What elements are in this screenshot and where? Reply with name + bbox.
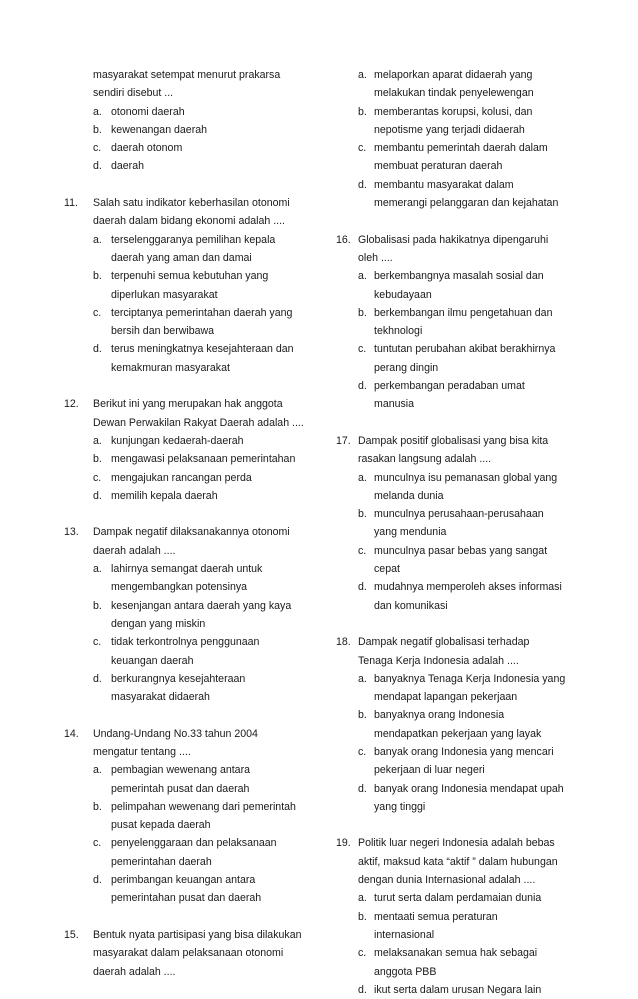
- spacer: [336, 615, 576, 633]
- option-line: [64, 450, 314, 468]
- option-text: anggota PBB: [374, 965, 437, 978]
- option-text: internasional: [374, 928, 435, 941]
- spacer: [336, 816, 576, 834]
- option-label: d.: [358, 380, 367, 393]
- option-continuation: [64, 853, 314, 871]
- option-continuation: [336, 523, 576, 541]
- option-text: memberantas korupsi, kolusi, dan: [374, 105, 533, 118]
- option-label: b.: [93, 123, 102, 136]
- option-text: munculnya isu pemanasan global yang: [374, 471, 558, 484]
- option-text: mentaati semua peraturan: [374, 910, 498, 923]
- question-number: 13.: [64, 526, 79, 539]
- option-text: bersih dan berwibawa: [111, 325, 215, 338]
- question-text: Dampak negatif globalisasi terhadap: [358, 636, 530, 649]
- question-text-line: [336, 652, 576, 670]
- question-text: Dampak negatif dilaksanakannya otonomi: [93, 526, 290, 539]
- option-text: daerah yang aman dan damai: [111, 251, 252, 264]
- option-continuation: [336, 322, 576, 340]
- option-label: b.: [358, 508, 367, 521]
- option-text: kewenangan daerah: [111, 123, 208, 136]
- option-line: [336, 981, 576, 999]
- question-text: Undang-Undang No.33 tahun 2004: [93, 727, 258, 740]
- question-line: [336, 633, 576, 651]
- option-line: [336, 908, 576, 926]
- option-continuation: [336, 963, 576, 981]
- option-continuation: [336, 395, 576, 413]
- option-text: melakukan tindak penyelewengan: [374, 87, 534, 100]
- option-label: a.: [93, 105, 102, 118]
- option-continuation: [336, 84, 576, 102]
- option-text: masyarakat didaerah: [111, 691, 210, 704]
- option-line: [64, 121, 314, 139]
- option-line: [64, 469, 314, 487]
- option-label: d.: [358, 178, 367, 191]
- option-label: c.: [93, 306, 102, 319]
- option-text: cepat: [374, 563, 400, 576]
- option-text: lahirnya semangat daerah untuk: [111, 563, 263, 576]
- option-label: d.: [93, 489, 102, 502]
- option-text: penyelenggaraan dan pelaksanaan: [111, 837, 277, 850]
- option-text: terciptanya pemerintahan daerah yang: [111, 306, 293, 319]
- option-line: [336, 377, 576, 395]
- question-number: 11.: [64, 197, 78, 210]
- option-label: d.: [93, 343, 102, 356]
- question-number: 18.: [336, 636, 351, 649]
- option-continuation: [336, 597, 576, 615]
- option-line: [64, 103, 314, 121]
- question-text: Tenaga Kerja Indonesia adalah ....: [358, 654, 519, 667]
- question-line: [336, 432, 576, 450]
- question-text: masyarakat setempat menurut prakarsa: [93, 69, 281, 81]
- question-text: masyarakat dalam pelaksanaan otonomi: [93, 947, 284, 960]
- option-text: munculnya pasar bebas yang sangat: [374, 544, 548, 557]
- option-text: perimbangan keuangan antara: [111, 874, 256, 887]
- option-continuation: [336, 798, 576, 816]
- option-continuation: [336, 157, 576, 175]
- question-text: Salah satu indikator keberhasilan otonomi: [93, 197, 290, 210]
- option-line: [64, 633, 314, 651]
- option-label: a.: [93, 434, 102, 447]
- option-text: tidak terkontrolnya penggunaan: [111, 636, 260, 649]
- question-text-line: [64, 743, 314, 761]
- left-column: [64, 66, 314, 981]
- option-text: melaporkan aparat didaerah yang: [374, 69, 533, 81]
- option-label: c.: [93, 471, 102, 484]
- question-text-line: [64, 542, 314, 560]
- option-label: b.: [93, 599, 102, 612]
- option-line: [64, 834, 314, 852]
- option-text: tekhnologi: [374, 325, 423, 338]
- option-label: c.: [93, 837, 102, 850]
- spacer: [64, 908, 314, 926]
- option-line: [336, 340, 576, 358]
- question-number: 12.: [64, 398, 79, 411]
- question-text-line: [64, 212, 314, 230]
- option-continuation: [336, 761, 576, 779]
- question-text: oleh ....: [358, 251, 393, 264]
- option-label: a.: [93, 233, 102, 246]
- option-text: munculnya perusahaan-perusahaan: [374, 508, 544, 521]
- option-text: memilih kepala daerah: [111, 489, 218, 502]
- option-text: terus meningkatnya kesejahteraan dan: [111, 343, 294, 356]
- option-line: [336, 139, 576, 157]
- option-line: [336, 469, 576, 487]
- option-continuation: [64, 578, 314, 596]
- option-line: [336, 889, 576, 907]
- option-text: yang tinggi: [374, 800, 426, 813]
- right-column: [336, 66, 576, 999]
- question-text: aktif, maksud kata “aktif ” dalam hubungan: [358, 855, 558, 868]
- question-text-line: [64, 963, 314, 981]
- question-text-line: [64, 414, 314, 432]
- option-label: c.: [358, 544, 367, 557]
- option-line: [64, 432, 314, 450]
- option-label: b.: [93, 453, 102, 466]
- question-text: Berikut ini yang merupakan hak anggota: [93, 398, 283, 411]
- question-text: Dampak positif globalisasi yang bisa kita: [358, 434, 549, 447]
- option-line: [64, 487, 314, 505]
- option-text: banyak orang Indonesia mendapat upah: [374, 782, 564, 795]
- option-text: otonomi daerah: [111, 105, 185, 118]
- question-text: rasakan langsung adalah ....: [358, 453, 492, 466]
- option-text: mendapatkan pekerjaan yang layak: [374, 727, 542, 740]
- option-continuation: [64, 322, 314, 340]
- option-label: c.: [93, 636, 102, 649]
- question-number: 17.: [336, 434, 351, 447]
- option-text: melaksanakan semua hak sebagai: [374, 947, 538, 960]
- option-continuation: [336, 121, 576, 139]
- option-line: [336, 542, 576, 560]
- option-text: keuangan daerah: [111, 654, 194, 667]
- option-label: c.: [358, 947, 367, 960]
- option-continuation: [336, 688, 576, 706]
- question-text: Politik luar negeri Indonesia adalah bebas: [358, 837, 555, 850]
- option-line: [336, 578, 576, 596]
- option-label: b.: [93, 270, 102, 283]
- question-text-line: [64, 66, 314, 84]
- option-text: tuntutan perubahan akibat berakhirnya: [374, 343, 556, 356]
- option-text: kesenjangan antara daerah yang kaya: [111, 599, 292, 612]
- option-text: daerah: [111, 160, 144, 173]
- question-text-line: [336, 871, 576, 889]
- question-text: daerah adalah ....: [93, 544, 176, 557]
- option-text: kebudayaan: [374, 288, 432, 301]
- option-text: kunjungan kedaerah-daerah: [111, 434, 244, 447]
- spacer: [336, 414, 576, 432]
- option-label: b.: [93, 800, 102, 813]
- option-text: banyak orang Indonesia yang mencari: [374, 745, 554, 758]
- option-line: [64, 670, 314, 688]
- option-label: c.: [358, 343, 367, 356]
- option-text: nepotisme yang terjadi didaerah: [374, 123, 525, 136]
- question-number: 16.: [336, 233, 351, 246]
- option-text: pembagian wewenang antara: [111, 764, 250, 777]
- spacer: [64, 176, 314, 194]
- question-text: Dewan Perwakilan Rakyat Daerah adalah ....: [93, 416, 304, 429]
- option-text: membantu masyarakat dalam: [374, 178, 514, 191]
- option-continuation: [336, 286, 576, 304]
- option-label: a.: [358, 892, 367, 905]
- option-continuation: [64, 249, 314, 267]
- question-line: [64, 926, 314, 944]
- option-text: mudahnya memperoleh akses informasi: [374, 581, 562, 594]
- option-label: b.: [358, 306, 367, 319]
- option-text: pusat kepada daerah: [111, 819, 211, 832]
- option-line: [336, 706, 576, 724]
- option-text: banyaknya Tenaga Kerja Indonesia yang: [374, 672, 566, 685]
- option-label: b.: [358, 709, 367, 722]
- option-line: [64, 560, 314, 578]
- question-line: [64, 523, 314, 541]
- option-continuation: [64, 359, 314, 377]
- option-line: [336, 304, 576, 322]
- question-text-line: [64, 84, 314, 102]
- option-line: [336, 267, 576, 285]
- option-text: terpenuhi semua kebutuhan yang: [111, 270, 269, 283]
- option-line: [64, 304, 314, 322]
- option-line: [64, 340, 314, 358]
- option-continuation: [336, 487, 576, 505]
- question-line: [336, 231, 576, 249]
- option-text: banyaknya orang Indonesia: [374, 709, 505, 722]
- option-label: a.: [358, 672, 367, 685]
- option-label: d.: [358, 581, 367, 594]
- option-label: d.: [93, 160, 102, 173]
- option-label: a.: [93, 764, 102, 777]
- question-text: Bentuk nyata partisipasi yang bisa dilakukan: [93, 928, 302, 941]
- option-line: [336, 66, 576, 84]
- question-line: [64, 395, 314, 413]
- option-text: berkembangnya masalah sosial dan: [374, 270, 544, 283]
- option-text: berkurangnya kesejahteraan: [111, 672, 246, 685]
- option-continuation: [64, 286, 314, 304]
- option-line: [336, 176, 576, 194]
- option-text: dan komunikasi: [374, 599, 448, 612]
- option-text: pelimpahan wewenang dari pemerintah: [111, 800, 296, 813]
- option-text: dengan yang miskin: [111, 617, 206, 630]
- question-text: daerah adalah ....: [93, 965, 176, 978]
- option-continuation: [64, 652, 314, 670]
- option-continuation: [336, 926, 576, 944]
- question-text: sendiri disebut ...: [93, 87, 174, 100]
- option-text: mendapat lapangan pekerjaan: [374, 691, 518, 704]
- option-line: [336, 505, 576, 523]
- option-text: mengajukan rancangan perda: [111, 471, 252, 484]
- option-continuation: [64, 816, 314, 834]
- spacer: [64, 505, 314, 523]
- option-text: pemerintah pusat dan daerah: [111, 782, 250, 795]
- option-line: [64, 139, 314, 157]
- spacer: [336, 212, 576, 230]
- option-continuation: [64, 780, 314, 798]
- question-text: daerah dalam bidang ekonomi adalah ....: [93, 215, 285, 228]
- option-label: d.: [358, 983, 367, 996]
- option-label: d.: [93, 874, 102, 887]
- option-text: ikut serta dalam urusan Negara lain: [374, 983, 542, 996]
- option-label: d.: [93, 672, 102, 685]
- option-label: c.: [358, 745, 367, 758]
- option-line: [336, 780, 576, 798]
- option-continuation: [64, 889, 314, 907]
- option-label: b.: [358, 105, 367, 118]
- option-line: [64, 231, 314, 249]
- option-line: [64, 157, 314, 175]
- option-continuation: [336, 359, 576, 377]
- question-text-line: [336, 249, 576, 267]
- option-continuation: [336, 560, 576, 578]
- option-label: b.: [358, 910, 367, 923]
- option-line: [64, 267, 314, 285]
- option-text: manusia: [374, 398, 415, 411]
- option-line: [64, 597, 314, 615]
- question-text: dengan dunia Internasional adalah ....: [358, 874, 536, 887]
- question-text: mengatur tentang ....: [93, 745, 191, 758]
- option-continuation: [336, 725, 576, 743]
- option-text: pemerintahan pusat dan daerah: [111, 892, 262, 905]
- option-line: [336, 103, 576, 121]
- option-text: mengawasi pelaksanaan pemerintahan: [111, 453, 296, 466]
- option-text: yang mendunia: [374, 526, 447, 539]
- option-text: terselenggaranya pemilihan kepala: [111, 233, 276, 246]
- option-text: berkembangan ilmu pengetahuan dan: [374, 306, 553, 319]
- option-line: [64, 798, 314, 816]
- option-text: diperlukan masyarakat: [111, 288, 218, 301]
- option-text: pekerjaan di luar negeri: [374, 764, 485, 777]
- option-label: a.: [358, 69, 367, 81]
- option-label: c.: [358, 142, 367, 155]
- option-line: [64, 871, 314, 889]
- option-line: [336, 670, 576, 688]
- option-label: a.: [93, 563, 102, 576]
- question-line: [336, 834, 576, 852]
- option-line: [336, 944, 576, 962]
- spacer: [64, 377, 314, 395]
- question-text-line: [336, 450, 576, 468]
- option-text: membuat peraturan daerah: [374, 160, 503, 173]
- option-text: perkembangan peradaban umat: [374, 380, 525, 393]
- option-text: kemakmuran masyarakat: [111, 361, 230, 374]
- option-continuation: [336, 194, 576, 212]
- spacer: [64, 706, 314, 724]
- option-text: memerangi pelanggaran dan kejahatan: [374, 197, 559, 210]
- option-text: pemerintahan daerah: [111, 855, 212, 868]
- option-text: mengembangkan potensinya: [111, 581, 248, 594]
- option-line: [64, 761, 314, 779]
- option-text: perang dingin: [374, 361, 439, 374]
- option-text: melanda dunia: [374, 489, 444, 502]
- question-number: 15.: [64, 928, 79, 941]
- option-text: turut serta dalam perdamaian dunia: [374, 892, 542, 905]
- question-line: [64, 194, 314, 212]
- option-line: [336, 743, 576, 761]
- option-continuation: [64, 688, 314, 706]
- option-text: daerah otonom: [111, 142, 183, 155]
- question-number: 19.: [336, 837, 351, 850]
- option-continuation: [64, 615, 314, 633]
- option-label: d.: [358, 782, 367, 795]
- option-text: membantu pemerintah daerah dalam: [374, 142, 548, 155]
- question-number: 14.: [64, 727, 79, 740]
- option-label: c.: [93, 142, 102, 155]
- option-label: a.: [358, 471, 367, 484]
- question-text-line: [336, 853, 576, 871]
- option-label: a.: [358, 270, 367, 283]
- question-text: Globalisasi pada hakikatnya dipengaruhi: [358, 233, 549, 246]
- question-text-line: [64, 944, 314, 962]
- question-line: [64, 725, 314, 743]
